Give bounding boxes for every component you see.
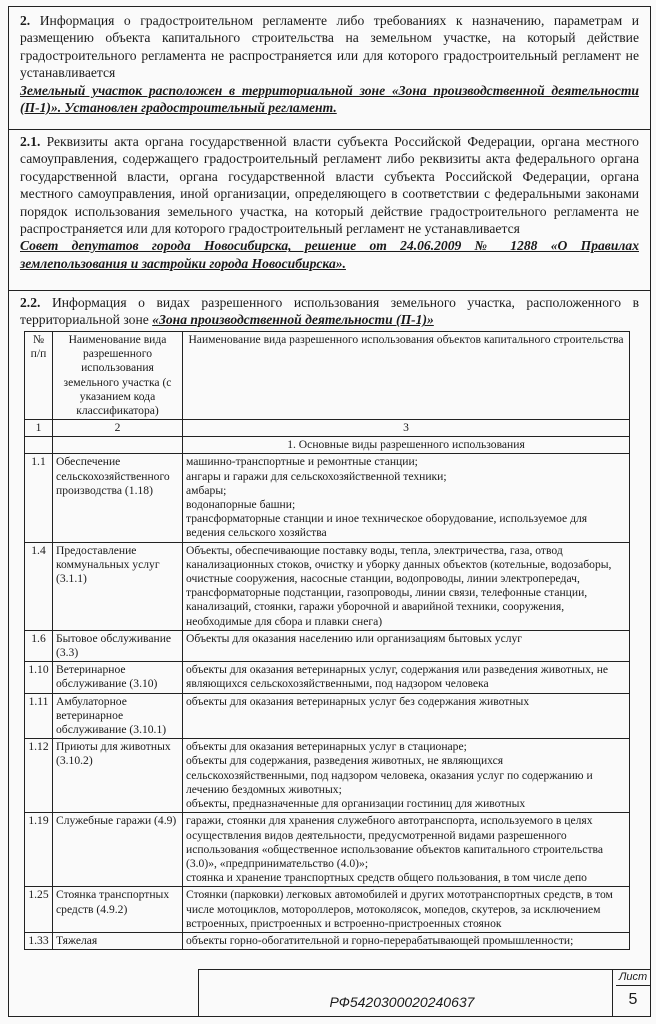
- row-land-use-name: Обеспечение сельскохозяйственного производства (1.18): [53, 454, 183, 542]
- table-row: [25, 662, 630, 693]
- group-spacer: [25, 437, 53, 454]
- row-land-use-name: Стоянка транспортных средств (4.9.2): [53, 887, 183, 933]
- table-row: [25, 693, 630, 739]
- description-line: ангары и гаражи для сельскохозяйственной техники;: [186, 469, 447, 483]
- row-number: 1.19: [25, 813, 53, 887]
- table-row: [25, 542, 630, 630]
- table-row: [25, 932, 630, 949]
- table-header-row: [25, 332, 630, 420]
- description-line: водонапорные башни;: [186, 498, 296, 512]
- table-row: [25, 739, 630, 813]
- sheet-number: 5: [628, 991, 638, 1008]
- section-2: [8, 12, 651, 116]
- row-number: 1.11: [25, 693, 53, 739]
- description-line: объекты для оказания ветеринарных услуг, содержания или разведения животных, не являющихся сельскохозяйственными, под надзором человека: [186, 663, 609, 691]
- section-2-1-answer: Совет депутатов города Новосибирска, решение от 24.06.2009 № 1288 «О Правилах землепользования и застройки города Новосибирска».: [20, 238, 639, 271]
- section-2-1-text: Реквизиты акта органа государственной власти субъекта Российской Федерации, органа местного самоуправления, содержащего градостроительный регламент либо реквизиты акта федерального органа государственной власти, органа государственной власти субъекта Российской Федерации, органа местного самоуправления, иной организации, определяющего в соответствии с федеральными законами порядок использования земельного участка, на который действие градостроительного регламента не распространяется или для которого градостроительный регламент не устанавливается: [20, 134, 639, 237]
- description-line: объекты горно-обогатительной и горно-перерабатывающей промышленности;: [186, 933, 574, 947]
- permitted-use-table: [24, 331, 630, 950]
- section-2-1: [8, 133, 651, 272]
- description-line: объекты для оказания ветеринарных услуг без содержания животных: [186, 694, 530, 708]
- column-numbers-row: [25, 420, 630, 437]
- description-line: амбары;: [186, 483, 227, 497]
- row-number: 1.25: [25, 887, 53, 933]
- document-code: РФ5420300020240637: [329, 994, 475, 1010]
- table-row: [25, 454, 630, 542]
- row-building-use: [183, 813, 630, 887]
- row-number: 1.33: [25, 932, 53, 949]
- section-2-2-text: Информация о видах разрешенного использования земельного участка, расположенного в территориальной зоне: [20, 295, 639, 328]
- description-line: Объекты, обеспечивающие поставку воды, тепла, электричества, газа, отвод канализационных стоков, очистку и уборку данных объектов (котельные, водозаборы, очистные сооружения, насосные станции, водопроводы, линии электропередач, трансформаторные подстанции, газопроводы, линии связи, телефонные станции, канализаций, стоянки, гаражи уборочной и аварийной техники, сооружения, необходимые для сбора и плавки снега): [186, 543, 612, 628]
- row-land-use-name: Амбулаторное ветеринарное обслуживание (3.10.1): [53, 693, 183, 739]
- header-number: № п/п: [25, 332, 53, 420]
- divider: [8, 129, 651, 130]
- row-building-use: [183, 454, 630, 542]
- group-title: 1. Основные виды разрешенного использования: [183, 437, 630, 454]
- section-2-answer: Земельный участок расположен в территориальной зоне «Зона производственной деятельности (П-1)». Установлен градостроительный регламент.: [20, 82, 639, 116]
- group-row: [25, 437, 630, 454]
- row-building-use: [183, 739, 630, 813]
- header-building-use: Наименование вида разрешенного использования объектов капитального строительства: [183, 332, 630, 420]
- row-number: 1.4: [25, 542, 53, 630]
- row-number: 1.12: [25, 739, 53, 813]
- divider: [8, 290, 651, 291]
- description-line: стоянка и хранение транспортных средств общего пользования, в том числе депо: [186, 871, 587, 885]
- row-building-use: [183, 932, 630, 949]
- column-number: 2: [53, 420, 183, 437]
- row-number: 1.6: [25, 630, 53, 661]
- row-number: 1.10: [25, 662, 53, 693]
- description-line: Объекты для оказания населению или организациям бытовых услуг: [186, 631, 523, 645]
- row-building-use: [183, 662, 630, 693]
- description-line: объекты для содержания, разведения животных, не являющихся сельскохозяйственными, под надзором человека, оказания услуг по содержанию и лечению бездомных животных;: [186, 754, 593, 796]
- table-row: [25, 813, 630, 887]
- row-number: 1.1: [25, 454, 53, 542]
- description-line: объекты для оказания ветеринарных услуг в стационаре;: [186, 740, 467, 754]
- table-row: [25, 887, 630, 933]
- row-land-use-name: Ветеринарное обслуживание (3.10): [53, 662, 183, 693]
- row-building-use: [183, 542, 630, 630]
- sheet-label: Лист: [616, 971, 650, 986]
- row-land-use-name: Тяжелая: [53, 932, 183, 949]
- section-2-2: [8, 294, 651, 329]
- column-number: 3: [183, 420, 630, 437]
- row-building-use: [183, 693, 630, 739]
- row-land-use-name: Приюты для животных (3.10.2): [53, 739, 183, 813]
- description-line: Стоянки (парковки) легковых автомобилей и других мототранспортных средств, в том числе мотоциклов, мотороллеров, мотоколясок, мопедов, скутеров, за исключением встроенных, пристроенных и встроенно-пристроенных стоянок: [186, 888, 613, 930]
- description-line: машинно-транспортные и ремонтные станции;: [186, 455, 418, 469]
- row-land-use-name: Служебные гаражи (4.9): [53, 813, 183, 887]
- group-spacer: [53, 437, 183, 454]
- description-line: гаражи, стоянки для хранения служебного автотранспорта, используемого в целях осуществления видов деятельности, предусмотренной видами разрешенного использования «общественное использование объектов капитального строительства (3.0)», «предпринимательство (4.0)»;: [186, 814, 603, 870]
- description-line: трансформаторные станции и иное техническое оборудование, используемое для ведения сельского хозяйства: [186, 512, 588, 540]
- section-2-number: 2.: [20, 13, 31, 28]
- table-row: [25, 630, 630, 661]
- row-land-use-name: Бытовое обслуживание (3.3): [53, 630, 183, 661]
- header-land-use: Наименование вида разрешенного использования земельного участка (с указанием кода классификатора): [53, 332, 183, 420]
- section-2-text: Информация о градостроительном регламенте либо требованиях к назначению, параметрам и размещению объекта капитального строительства на земельном участке, на который действие градостроительного регламента не распространяется или для которого градостроительный регламент не устанавливается: [20, 13, 639, 81]
- row-land-use-name: Предоставление коммунальных услуг (3.1.1): [53, 542, 183, 630]
- section-2-1-number: 2.1.: [20, 134, 41, 149]
- description-line: объекты, предназначенные для организации гостиниц для животных: [186, 797, 526, 811]
- column-number: 1: [25, 420, 53, 437]
- row-building-use: [183, 630, 630, 661]
- section-2-2-zone: «Зона производственной деятельности (П-1)»: [152, 312, 434, 328]
- section-2-2-number: 2.2.: [20, 295, 41, 310]
- row-building-use: [183, 887, 630, 933]
